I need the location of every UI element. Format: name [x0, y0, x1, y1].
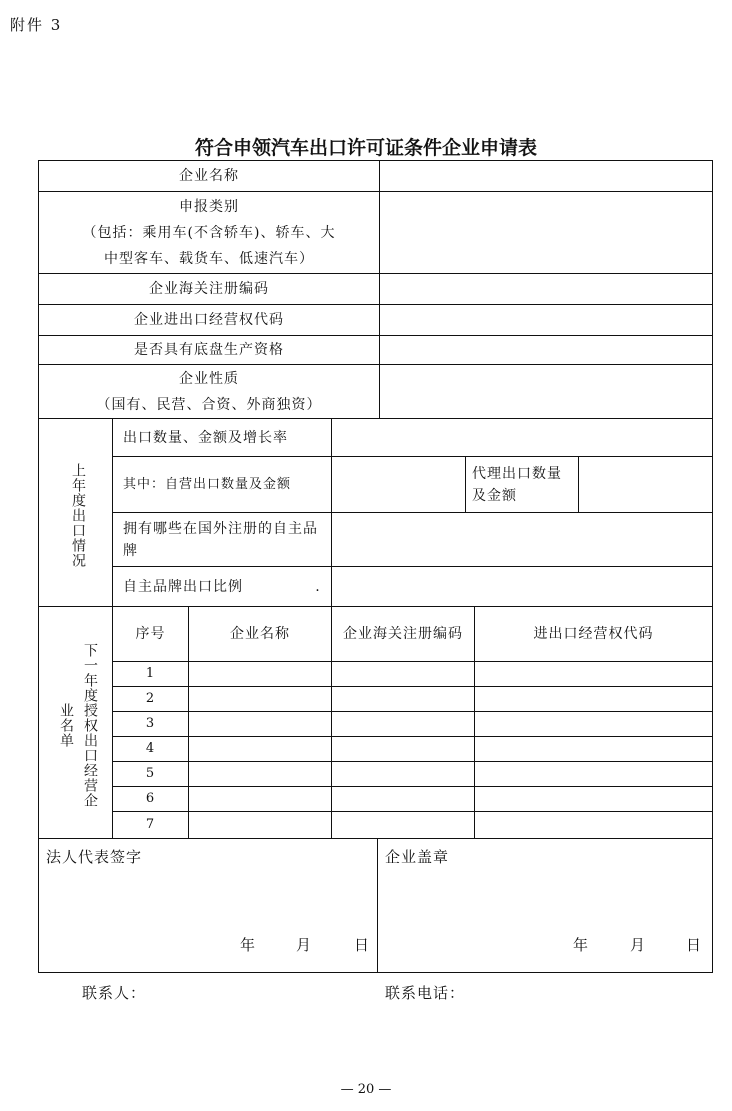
right-date-day: 日	[686, 936, 703, 954]
left-date-year: 年	[240, 936, 257, 954]
signature-border-bottom	[38, 972, 713, 973]
company-name-label: 企业名称	[179, 168, 239, 184]
company-nature-line: （国有、民营、合资、外商独资）	[96, 397, 322, 413]
chassis-qualification-value[interactable]	[380, 336, 712, 364]
company-nature-line: 企业性质	[179, 371, 239, 387]
page-number: — 20 —	[340, 1082, 392, 1097]
category-label	[39, 194, 379, 272]
row-number: 1	[145, 666, 156, 681]
header-customs-code: 企业海关注册编码	[343, 626, 463, 642]
next-year-side-label-1: 下一年度授权出口经营企	[82, 642, 98, 808]
export-quantity-label: 出口数量、金额及增长率	[123, 429, 288, 446]
row-number: 4	[145, 741, 156, 756]
brand-ratio-mark: .	[315, 578, 321, 595]
customs-code-label: 企业海关注册编码	[149, 281, 269, 297]
signature-border-right	[712, 838, 713, 972]
last-year-side-label: 上年度出口情况	[70, 462, 86, 568]
row-number: 5	[145, 766, 156, 781]
row-number: 3	[145, 716, 156, 731]
company-name-value[interactable]	[380, 161, 712, 191]
row-number: 6	[145, 791, 156, 806]
brands-value[interactable]	[332, 513, 712, 566]
header-no: 序号	[135, 626, 166, 642]
customs-code-value[interactable]	[380, 274, 712, 304]
brand-ratio-value[interactable]	[332, 567, 712, 606]
contact-phone-label: 联系电话：	[385, 984, 466, 1002]
form-title: 符合申领汽车出口许可证条件企业申请表	[194, 137, 537, 159]
chassis-qualification-label: 是否具有底盘生产资格	[134, 342, 284, 358]
row-divider	[112, 761, 713, 762]
brands-label: 拥有哪些在国外注册的自主品牌	[123, 520, 318, 559]
row-divider	[112, 686, 713, 687]
agent-export-label: 代理出口数量及金额	[472, 465, 562, 504]
category-label-line: 中型客车、载货车、低速汽车）	[104, 251, 314, 267]
right-date-year: 年	[573, 936, 590, 954]
company-seal-label: 企业盖章	[385, 848, 450, 866]
left-date-month: 月	[296, 936, 313, 954]
company-nature-label	[39, 366, 379, 418]
self-export-label: 其中：自营出口数量及金额	[123, 476, 292, 492]
import-export-code-label: 企业进出口经营权代码	[134, 312, 284, 328]
header-import-export-code: 进出口经营权代码	[533, 626, 654, 642]
export-quantity-value[interactable]	[332, 419, 712, 456]
category-label-line: 申报类别	[179, 199, 239, 215]
import-export-code-value[interactable]	[380, 305, 712, 335]
row-divider	[112, 786, 713, 787]
agent-export-value[interactable]	[579, 457, 712, 512]
row-divider	[112, 711, 713, 712]
category-label-line: （包括：乘用车(不含轿车)、轿车、大	[82, 225, 336, 241]
column-divider	[331, 606, 332, 838]
legal-rep-signature-label: 法人代表签字	[46, 848, 143, 866]
attachment-label: 附件 3	[10, 16, 63, 34]
next-year-side-label-2: 业名单	[58, 702, 74, 748]
contact-person-label: 联系人：	[82, 984, 147, 1002]
company-nature-value[interactable]	[380, 365, 712, 418]
legal-rep-signature-area[interactable]	[39, 862, 377, 940]
row-number: 2	[145, 691, 156, 706]
category-value[interactable]	[380, 192, 712, 273]
self-export-value[interactable]	[332, 457, 465, 512]
row-divider	[112, 736, 713, 737]
row-divider	[112, 661, 713, 662]
table-border-bottom	[38, 838, 713, 839]
brand-ratio-label: 自主品牌出口比例	[123, 578, 243, 595]
company-seal-area[interactable]	[378, 862, 712, 940]
row-number: 7	[145, 817, 156, 832]
left-date-day: 日	[354, 936, 371, 954]
right-date-month: 月	[630, 936, 647, 954]
header-company-name: 企业名称	[230, 626, 290, 642]
row-divider	[112, 811, 713, 812]
